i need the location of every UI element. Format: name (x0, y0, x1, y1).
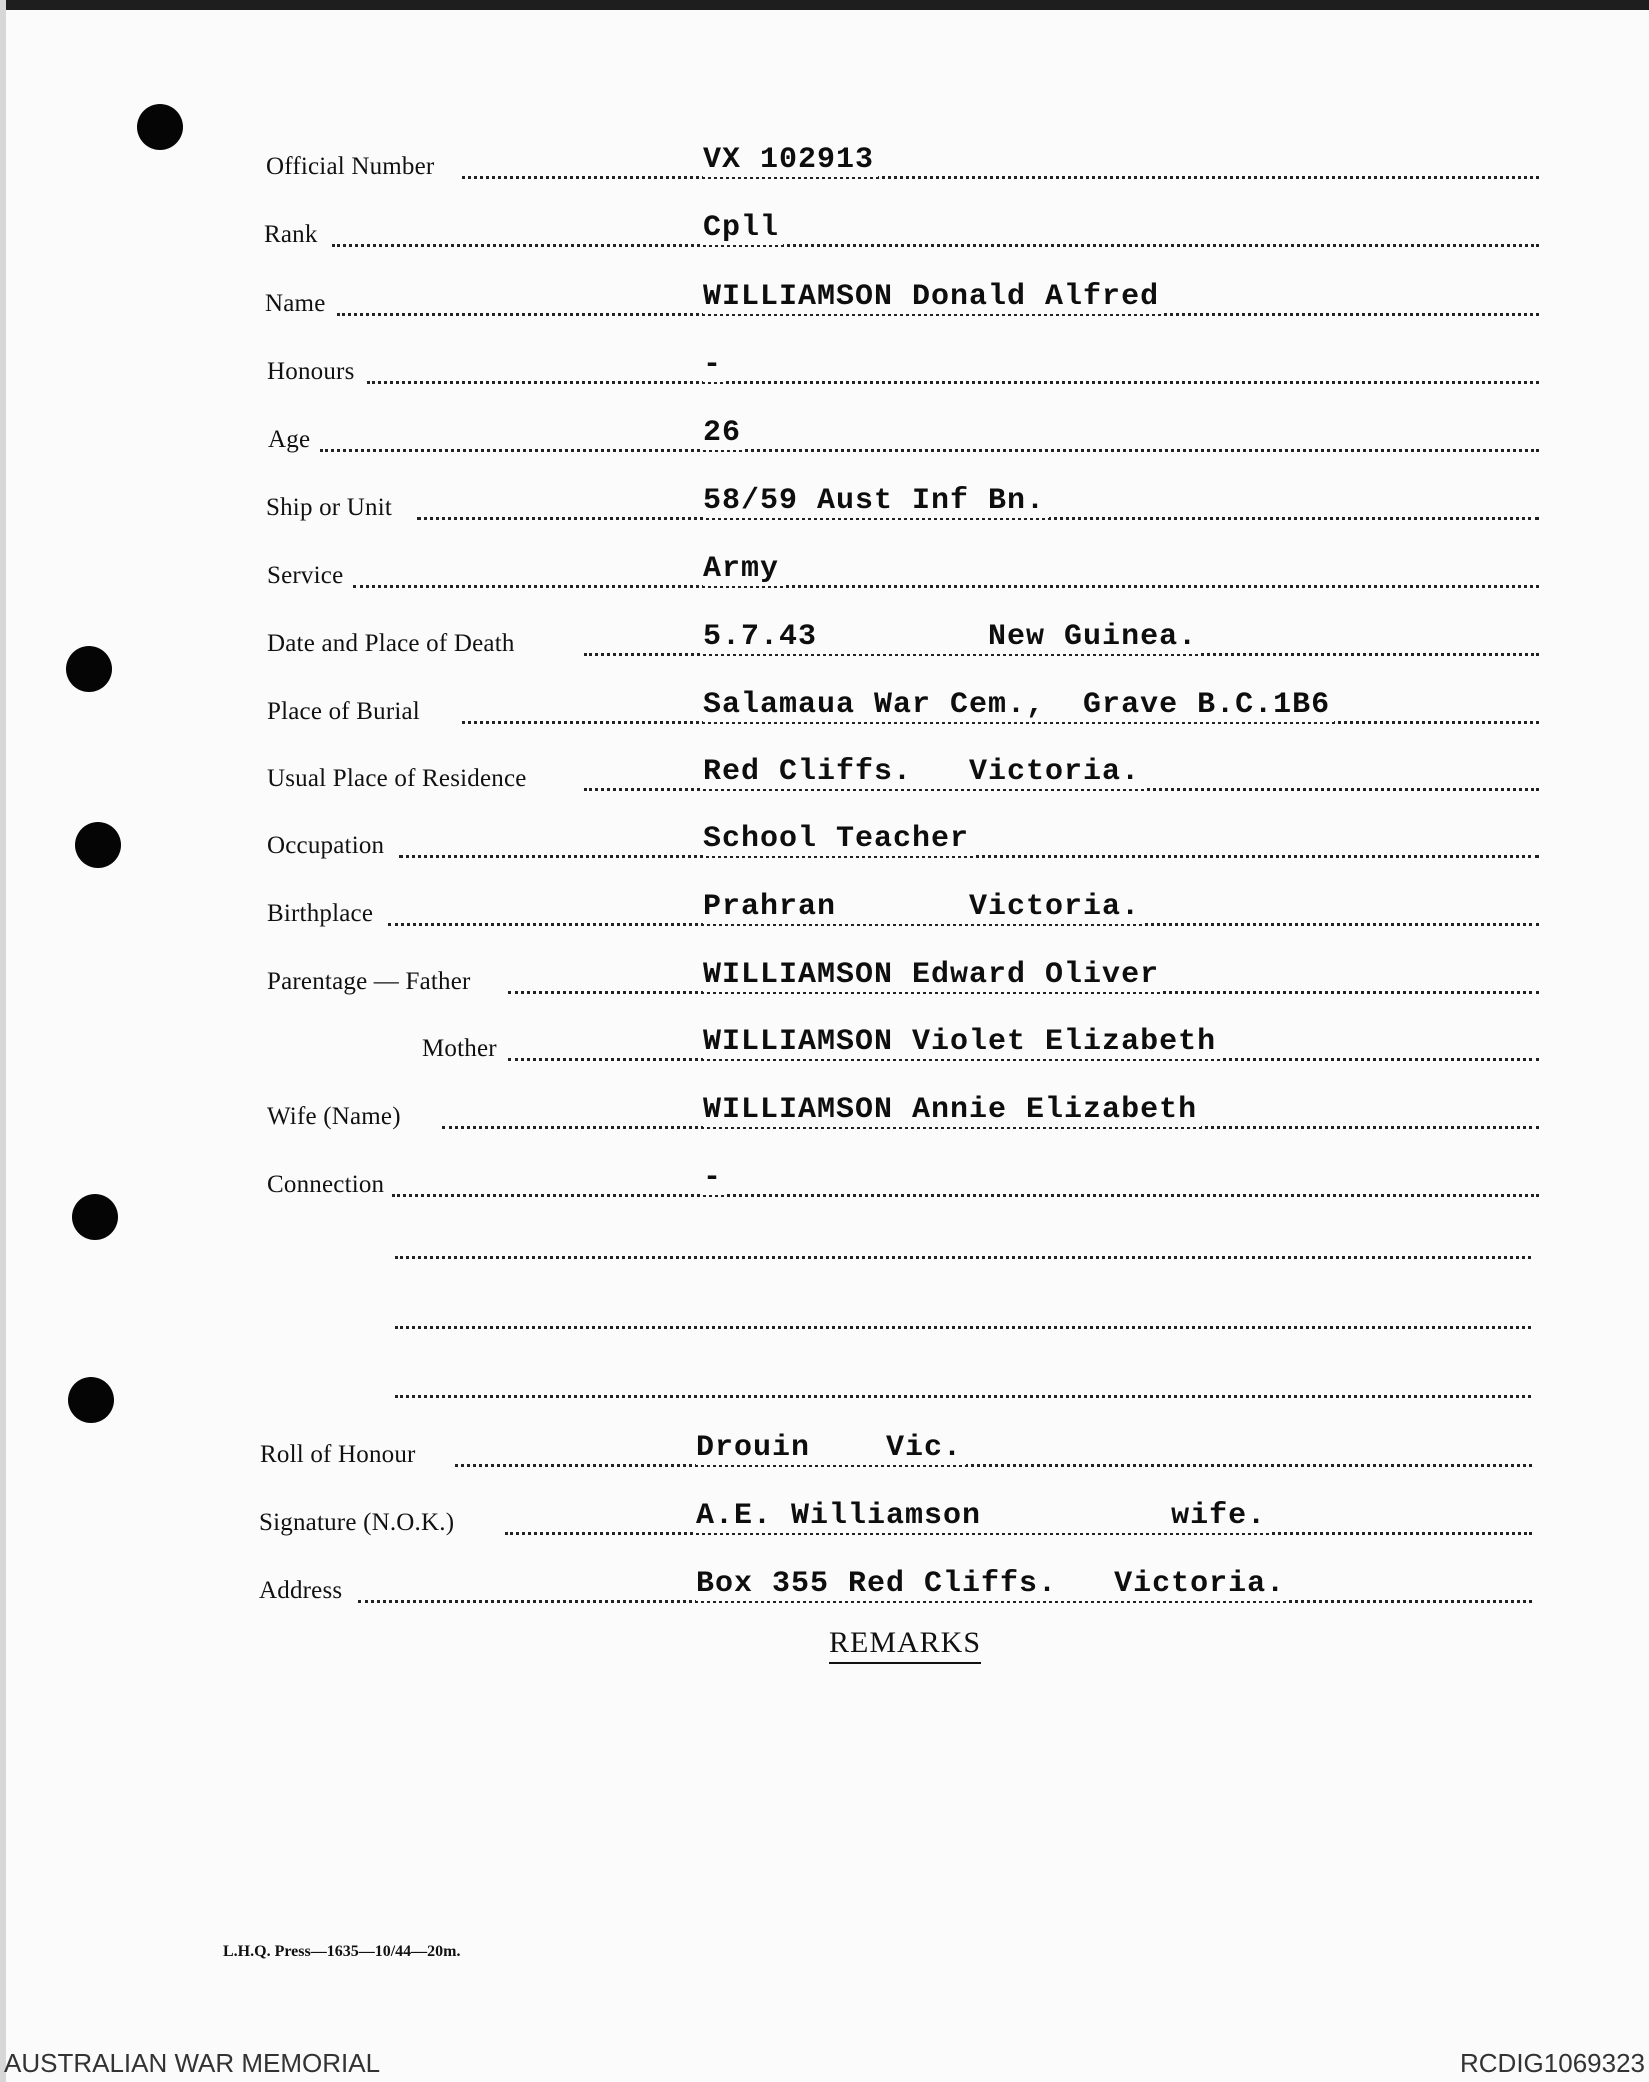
field-label: Honours (267, 358, 355, 385)
field-value: - (703, 348, 726, 382)
field-rank (0, 213, 1649, 253)
dotted-leader (332, 244, 1539, 247)
field-usual-residence (0, 757, 1649, 797)
field-label: Ship or Unit (266, 494, 393, 521)
field-label: Place of Burial (267, 698, 420, 725)
field-label: Parentage — Father (267, 968, 471, 995)
field-label: Date and Place of Death (267, 630, 515, 657)
connection-continuation-line (395, 1326, 1531, 1329)
field-value: WILLIAMSON Violet Elizabeth (703, 1025, 1220, 1059)
field-value: Prahran Victoria. (703, 890, 1144, 924)
punch-hole (137, 104, 183, 150)
field-value: Drouin Vic. (696, 1431, 966, 1465)
field-label: Usual Place of Residence (267, 765, 527, 792)
field-name (0, 282, 1649, 322)
field-honours (0, 350, 1649, 390)
field-value: - (703, 1161, 726, 1195)
dotted-leader (367, 381, 1539, 384)
field-value: 26 (703, 416, 745, 450)
field-wife (0, 1095, 1649, 1135)
field-father (0, 960, 1649, 1000)
field-label: Signature (N.O.K.) (259, 1509, 455, 1536)
field-official-number (0, 145, 1649, 185)
field-value: School Teacher (703, 822, 973, 856)
field-value: 5.7.43 New Guinea. (703, 620, 1201, 654)
field-service (0, 554, 1649, 594)
field-value: VX 102913 (703, 143, 878, 177)
scan-top-edge (0, 0, 1649, 10)
field-birthplace (0, 892, 1649, 932)
field-mother (0, 1027, 1649, 1067)
field-label: Mother (422, 1035, 497, 1062)
field-value: A.E. Williamson wife. (696, 1499, 1270, 1533)
connection-continuation-line (395, 1256, 1531, 1259)
field-value: WILLIAMSON Donald Alfred (703, 280, 1163, 314)
punch-hole (68, 1377, 114, 1423)
dotted-leader (353, 585, 1539, 588)
dotted-leader (320, 449, 1539, 452)
field-value: Army (703, 552, 783, 586)
field-roll-of-honour (0, 1433, 1649, 1473)
field-connection (0, 1163, 1649, 1203)
field-value: Salamaua War Cem., Grave B.C.1B6 (703, 688, 1334, 722)
field-value: WILLIAMSON Annie Elizabeth (703, 1093, 1201, 1127)
field-value: Red Cliffs. Victoria. (703, 755, 1144, 789)
field-value: WILLIAMSON Edward Oliver (703, 958, 1163, 992)
press-mark: L.H.Q. Press—1635—10/44—20m. (223, 1943, 461, 1960)
field-label: Rank (264, 221, 318, 248)
field-label: Name (265, 290, 326, 317)
field-occupation (0, 824, 1649, 864)
field-age (0, 418, 1649, 458)
field-label: Official Number (266, 153, 435, 180)
field-label: Roll of Honour (260, 1441, 416, 1468)
dotted-leader (462, 176, 1539, 179)
field-value: Cpll (703, 211, 783, 245)
field-label: Occupation (267, 832, 385, 859)
field-value: 58/59 Aust Inf Bn. (703, 484, 1049, 518)
footer-archive-name: AUSTRALIAN WAR MEMORIAL (4, 2048, 381, 2078)
footer-record-id: RCDIG1069323 (1460, 2048, 1645, 2078)
field-label: Address (259, 1577, 343, 1604)
field-signature-nok (0, 1501, 1649, 1541)
field-label: Birthplace (267, 900, 374, 927)
field-label: Age (268, 426, 311, 453)
field-place-of-burial (0, 690, 1649, 730)
field-label: Service (267, 562, 344, 589)
field-date-place-death (0, 622, 1649, 662)
dotted-leader (392, 1194, 1539, 1197)
remarks-heading: REMARKS (829, 1626, 981, 1664)
connection-continuation-line (395, 1395, 1531, 1398)
field-label: Wife (Name) (267, 1103, 401, 1130)
field-address (0, 1569, 1649, 1609)
dotted-leader (455, 1464, 1532, 1467)
field-label: Connection (267, 1171, 385, 1198)
field-ship-or-unit (0, 486, 1649, 526)
field-value: Box 355 Red Cliffs. Victoria. (696, 1567, 1289, 1601)
